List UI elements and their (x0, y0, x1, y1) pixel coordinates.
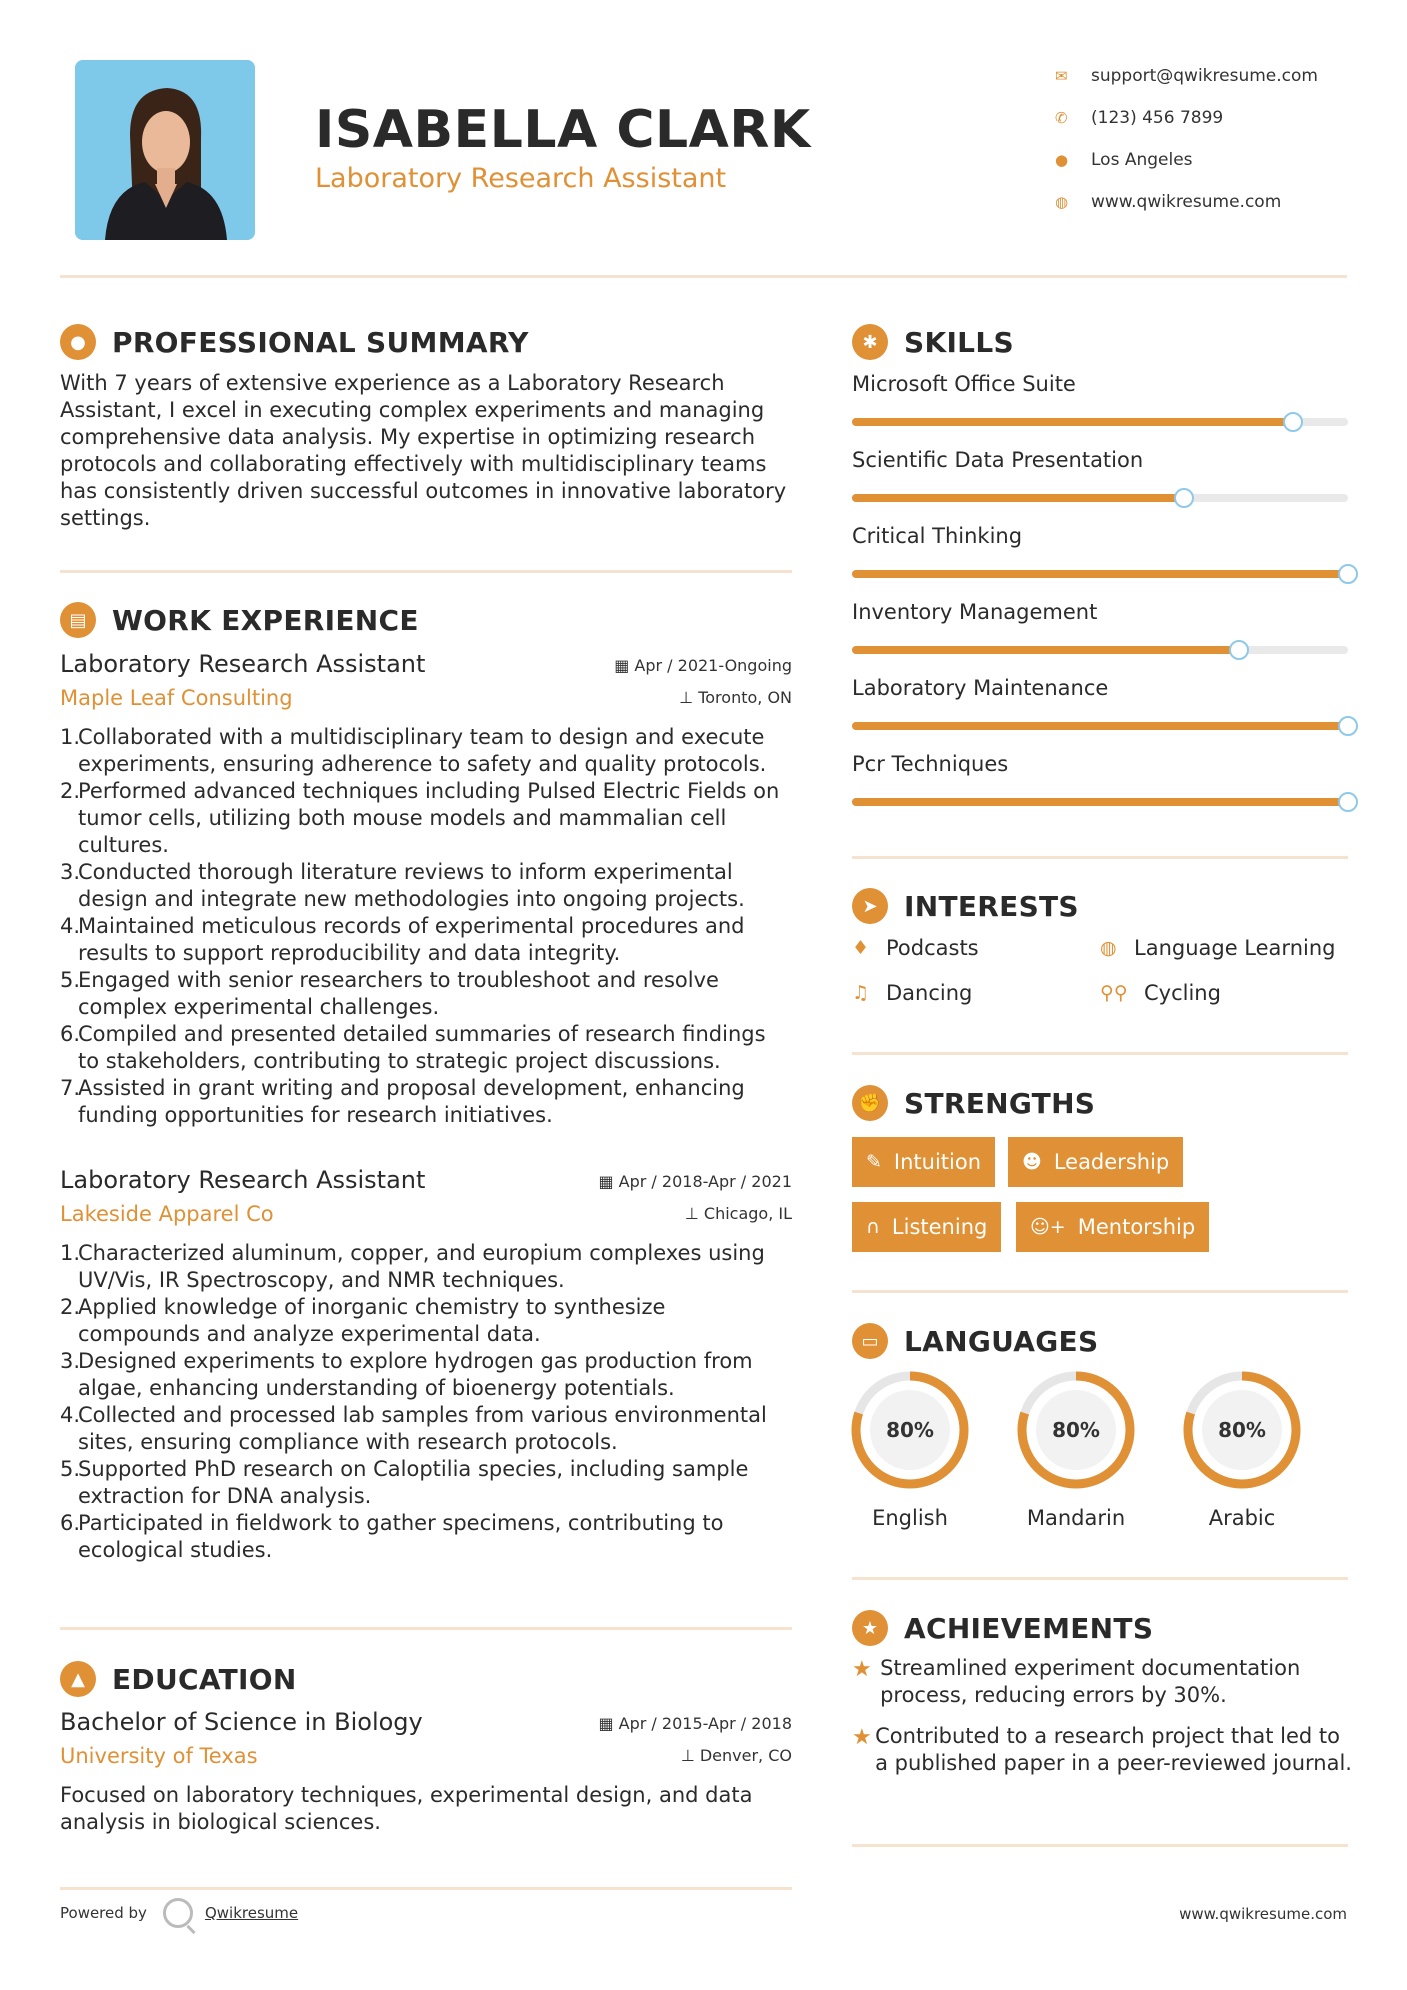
summary-text: With 7 years of extensive experience as a Laboratory Research Assistant, I excel in executing complex experiments and managing comprehensive data analysis. My expertise in optimizing research protocols and collaborating effectively with multidisciplinary teams has consistently driven successful outcomes in innovative laboratory settings. (60, 371, 787, 530)
language-percent: 80% (886, 1418, 934, 1442)
interest-language-learning: ◍ Language Learning (1100, 936, 1336, 960)
magic-wand-icon: ✎ (866, 1151, 882, 1173)
calendar-icon: ▦ (598, 1172, 619, 1191)
paper-plane-icon: ➤ (852, 888, 888, 924)
phone-icon: ✆ (1055, 109, 1068, 127)
bicycle-icon: ⚲⚲ (1100, 982, 1128, 1004)
fist-icon: ✊ (852, 1085, 888, 1121)
skill-bar-knob (1174, 488, 1194, 508)
skill-item (852, 524, 1352, 578)
users-icon: ☻ (1022, 1151, 1042, 1173)
skill-bar (852, 494, 1348, 502)
list-item: 6. Participated in fieldwork to gather specimens, contributing to ecological studies. (60, 1511, 724, 1562)
list-item: 1. Characterized aluminum, copper, and europium complexes using UV/Vis, IR Spectroscopy, and NMR techniques. (60, 1241, 765, 1292)
strength-badge-listening: ∩ Listening (852, 1202, 1001, 1252)
candidate-title: Laboratory Research Assistant (315, 163, 727, 194)
language-percent: 80% (1052, 1418, 1100, 1442)
interests-heading: ➤ INTERESTS (852, 888, 1079, 924)
job-company: Lakeside Apparel Co (60, 1202, 274, 1226)
footer-brand-link[interactable]: Qwikresume (204, 1904, 299, 1922)
skill-name: Scientific Data Presentation (852, 448, 1144, 472)
star-badge-icon: ★ (852, 1610, 888, 1646)
skill-bar-fill (852, 798, 1348, 806)
education-date: ▦ Apr / 2015-Apr / 2018 (598, 1714, 792, 1733)
summary-heading: ● PROFESSIONAL SUMMARY (60, 324, 529, 360)
language-name: Arabic (1208, 1506, 1276, 1530)
lightbulb-icon: ✱ (852, 324, 888, 360)
skill-item (852, 372, 1352, 426)
job-title: Laboratory Research Assistant (60, 1166, 426, 1194)
contact-phone[interactable]: ✆ (123) 456 7899 (1055, 108, 1224, 128)
job-bullets (60, 724, 792, 1129)
graduation-icon: ▲ (60, 1661, 96, 1697)
achievement-item: ★ Contributed to a research project that led to a published paper in a peer-reviewed journal. (852, 1724, 1352, 1775)
contact-list (1055, 55, 1385, 223)
skill-bar (852, 418, 1348, 426)
contact-email[interactable]: ✉ support@qwikresume.com (1055, 66, 1318, 86)
header-divider (60, 275, 1347, 278)
job-bullets (60, 1240, 792, 1564)
list-item: 5. Supported PhD research on Caloptilia species, including sample extraction for DNA analysis. (60, 1457, 749, 1508)
education-divider (60, 1887, 792, 1890)
list-item: 3. Conducted thorough literature reviews to inform experimental design and integrate new methodologies into ongoing projects. (60, 860, 745, 911)
language-ring (1014, 1368, 1138, 1492)
calendar-icon: ▦ (598, 1714, 619, 1733)
language-name: Mandarin (1026, 1506, 1126, 1530)
strengths-divider (852, 1290, 1348, 1293)
skill-name: Laboratory Maintenance (852, 676, 1109, 700)
globe-icon: ◍ (1055, 193, 1069, 211)
star-icon: ★ (852, 1725, 872, 1750)
strength-badge-intuition: ✎ Intuition (852, 1137, 995, 1187)
skill-bar (852, 722, 1348, 730)
list-item: 7. Assisted in grant writing and proposal development, enhancing funding opportunities for research initiatives. (60, 1076, 745, 1127)
skill-bar (852, 646, 1348, 654)
list-item: 4. Maintained meticulous records of experimental procedures and results to support reproducibility and data integrity. (60, 914, 745, 965)
skills-divider (852, 856, 1348, 859)
skill-item (852, 448, 1352, 502)
skill-bar-fill (852, 646, 1239, 654)
skill-bar-knob (1338, 792, 1358, 812)
language-ring (848, 1368, 972, 1492)
list-item: 4. Collected and processed lab samples from various environmental sites, ensuring compliance with research protocols. (60, 1403, 767, 1454)
skill-item (852, 676, 1352, 730)
education-location: ⊥ Denver, CO (680, 1746, 792, 1765)
calendar-icon: ▦ (614, 656, 635, 675)
qwikresume-logo-icon (163, 1898, 193, 1928)
job-location: ⊥ Chicago, IL (684, 1204, 792, 1223)
globe-icon: ◍ (1100, 937, 1117, 959)
school: University of Texas (60, 1744, 258, 1768)
list-item: 6. Compiled and presented detailed summaries of research findings to stakeholders, contributing to strategic project discussions. (60, 1022, 766, 1073)
skill-bar (852, 798, 1348, 806)
skill-bar-fill (852, 722, 1348, 730)
pushpin-icon: ⊥ (684, 1204, 704, 1223)
job-date: ▦ Apr / 2021-Ongoing (614, 656, 792, 675)
pushpin-icon: ⊥ (680, 1746, 700, 1765)
experience-divider (60, 1627, 792, 1630)
achievements-divider (852, 1844, 1348, 1847)
microphone-icon: ♦ (852, 937, 870, 959)
candidate-name: ISABELLA CLARK (315, 100, 811, 160)
language-item (1011, 1368, 1141, 1530)
pushpin-icon: ⊥ (679, 688, 699, 707)
degree: Bachelor of Science in Biology (60, 1708, 423, 1736)
language-percent: 80% (1218, 1418, 1266, 1442)
footer-powered-by: Powered by Qwikresume (60, 1898, 298, 1928)
footer-url[interactable]: www.qwikresume.com (1179, 1905, 1347, 1923)
job-entry-1 (60, 650, 792, 1129)
interest-cycling: ⚲⚲ Cycling (1100, 981, 1221, 1005)
briefcase-icon: ▤ (60, 602, 96, 638)
list-item: 2. Performed advanced techniques including Pulsed Electric Fields on tumor cells, utilizing both mouse models and mammalian cell cultures. (60, 779, 780, 857)
language-ring (1180, 1368, 1304, 1492)
list-item: 1. Collaborated with a multidisciplinary team to design and execute experiments, ensuring adherence to safety and quality protocols. (60, 725, 767, 776)
skill-name: Inventory Management (852, 600, 1098, 624)
user-icon: ● (60, 324, 96, 360)
skill-bar-fill (852, 570, 1348, 578)
skill-bar-fill (852, 494, 1184, 502)
strengths-heading: ✊ STRENGTHS (852, 1085, 1095, 1121)
languages-divider (852, 1577, 1348, 1580)
job-date: ▦ Apr / 2018-Apr / 2021 (598, 1172, 792, 1191)
map-pin-icon: ● (1055, 151, 1069, 169)
skill-bar (852, 570, 1348, 578)
skill-name: Microsoft Office Suite (852, 372, 1076, 396)
list-item: 5. Engaged with senior researchers to troubleshoot and resolve complex experimental challenges. (60, 968, 719, 1019)
languages-heading: ▭ LANGUAGES (852, 1323, 1098, 1359)
envelope-icon: ✉ (1055, 67, 1068, 85)
skill-bar-knob (1338, 564, 1358, 584)
skill-bar-knob (1283, 412, 1303, 432)
star-icon: ★ (852, 1657, 872, 1682)
skill-item (852, 600, 1352, 654)
music-note-icon: ♫ (852, 982, 870, 1004)
education-heading: ▲ EDUCATION (60, 1661, 297, 1697)
job-entry-2 (60, 1166, 792, 1564)
summary-divider (60, 570, 792, 573)
interest-podcasts: ♦ Podcasts (852, 936, 979, 960)
skill-bar-fill (852, 418, 1293, 426)
skills-heading: ✱ SKILLS (852, 324, 1014, 360)
skill-name: Critical Thinking (852, 524, 1023, 548)
experience-heading: ▤ WORK EXPERIENCE (60, 602, 419, 638)
language-item (1177, 1368, 1307, 1530)
profile-photo (75, 60, 255, 240)
list-item: 3. Designed experiments to explore hydrogen gas production from algae, enhancing understanding of bioenergy potentials. (60, 1349, 753, 1400)
achievements-heading: ★ ACHIEVEMENTS (852, 1610, 1153, 1646)
skill-bar-knob (1338, 716, 1358, 736)
strength-badge-mentorship: ☺+ Mentorship (1016, 1202, 1209, 1252)
language-item (845, 1368, 975, 1530)
skill-item (852, 752, 1352, 806)
strength-badge-leadership: ☻ Leadership (1008, 1137, 1183, 1187)
list-item: 2. Applied knowledge of inorganic chemistry to synthesize compounds and analyze experimental data. (60, 1295, 666, 1346)
education-description: Focused on laboratory techniques, experimental design, and data analysis in biological sciences. (60, 1783, 753, 1834)
skill-name: Pcr Techniques (852, 752, 1009, 776)
interest-dancing: ♫ Dancing (852, 981, 973, 1005)
skill-bar-knob (1229, 640, 1249, 660)
job-title: Laboratory Research Assistant (60, 650, 426, 678)
job-company: Maple Leaf Consulting (60, 686, 293, 710)
contact-website[interactable]: ◍ www.qwikresume.com (1055, 192, 1282, 212)
contact-location: ● Los Angeles (1055, 150, 1193, 170)
language-name: English (872, 1506, 948, 1530)
headphones-icon: ∩ (866, 1216, 880, 1238)
education-entry (60, 1708, 792, 1836)
job-location: ⊥ Toronto, ON (679, 688, 792, 707)
achievement-item: ★ Streamlined experiment documentation process, reducing errors by 30%. (852, 1656, 1301, 1707)
interests-divider (852, 1052, 1348, 1055)
user-plus-icon: ☺+ (1030, 1216, 1066, 1238)
language-card-icon: ▭ (852, 1323, 888, 1359)
